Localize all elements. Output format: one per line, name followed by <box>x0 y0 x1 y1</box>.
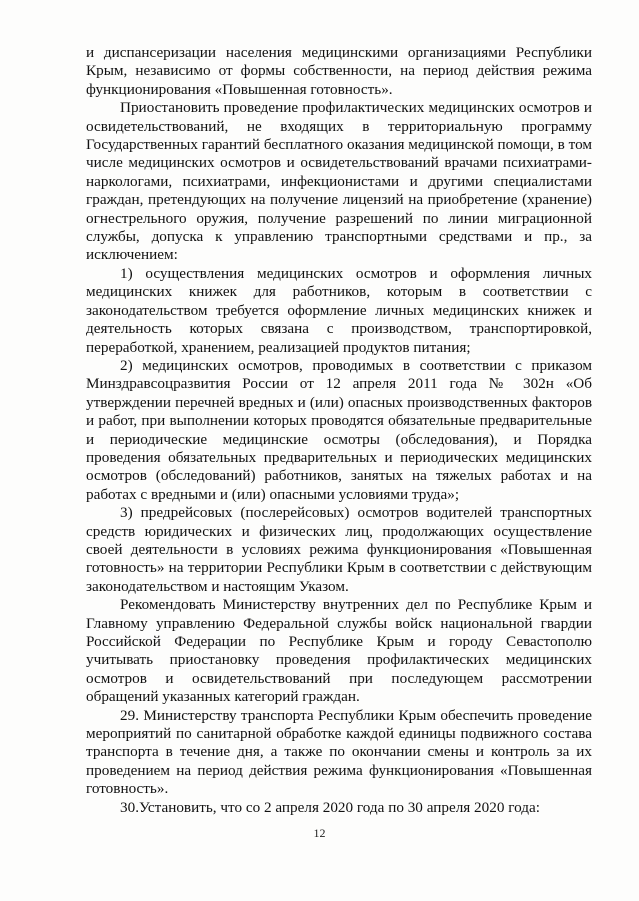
paragraph-recommendation: Рекомендовать Министерству внутренних дел по Республике Крым и Главному управлению Федеральной службы войск национальной гвардии Российской Федерации по Республике Крым и городу Севастополю учитывать приостановку проведения профилактических медицинских осмотров и освидетельствований при последующем рассмотрении обращений указанных категорий граждан. <box>86 596 592 706</box>
paragraph-item-29: 29. Министерству транспорта Республики Крым обеспечить проведение мероприятий по санитарной обработке каждой единицы подвижного состава транспорта в течение дня, а также по окончании смены и контроль за их проведением на период действия режима функционирования «Повышенная готовность». <box>86 706 592 798</box>
paragraph-exception-2: 2) медицинских осмотров, проводимых в соответствии с приказом Минздравсоцразвития России от 12 апреля 2011 года № 302н «Об утверждении перечней вредных и (или) опасных производственных факторов и работ, при выполнении которых проводятся обязательные предварительные и периодические медицинские осмотры (обследования), и Порядка проведения обязательных предварительных и периодических медицинских осмотров (обследований) работников, занятых на тяжелых работах и на работах с вредными и (или) опасными условиями труда»; <box>86 356 592 503</box>
document-body <box>86 44 592 817</box>
paragraph-item-30: 30.Установить, что со 2 апреля 2020 года по 30 апреля 2020 года: <box>120 798 540 816</box>
page-number: 12 <box>313 826 326 840</box>
paragraph-suspend-examinations: Приостановить проведение профилактических медицинских осмотров и освидетельствований, не входящих в территориальную программу Государственных гарантий бесплатного оказания медицинской помощи, в том числе медицинских осмотров и освидетельствований врачами психиатрами-наркологами, психиатрами, инфекционистами и другими специалистами граждан, претендующих на получение лицензий на приобретение (хранение) огнестрельного оружия, получение разрешений по линии миграционной службы, допуска к управлению транспортными средствами и пр., за исключением: <box>86 99 592 264</box>
paragraph-exception-3: 3) предрейсовых (послерейсовых) осмотров водителей транспортных средств юридических и физических лиц, продолжающих осуществление своей деятельности в условиях режима функционирования «Повышенная готовность» на территории Республики Крым в соответствии с действующим законодательством и настоящим Указом. <box>86 504 592 595</box>
paragraph-exception-1: 1) осуществления медицинских осмотров и оформления личных медицинских книжек для работников, которым в соответствии с законодательством требуется оформление личных медицинских книжек и деятельность которых связана с производством, транспортировкой, переработкой, хранением, реализацией продуктов питания; <box>86 264 592 356</box>
paragraph-continuation: и диспансеризации населения медицинскими организациями Республики Крым, независимо от формы собственности, на период действия режима функционирования «Повышенная готовность». <box>86 44 592 98</box>
